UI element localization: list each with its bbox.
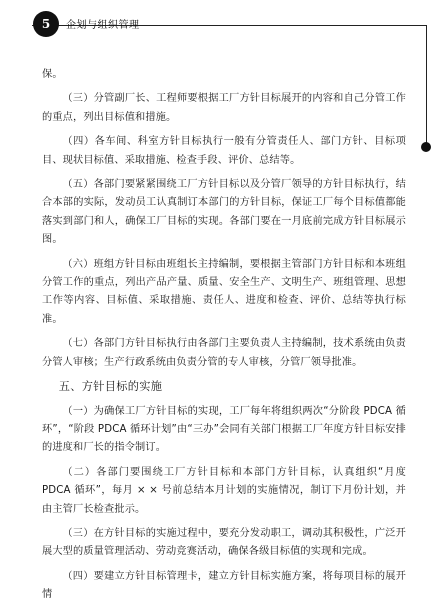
paragraph-item-7: （七）各部门方针目标执行由各部门主要负责人主持编制，技术系统由负责分管人审核；生产行政系统由负责分管的专人审核，分管厂领导批准。	[42, 338, 406, 368]
page-number: 5	[41, 17, 51, 31]
margin-dot-marker	[421, 142, 431, 152]
page-number-badge	[33, 11, 59, 37]
implementation-item-4: （四）要建立方针目标管理卡，建立方针目标实施方案，将每项目标的展开情	[42, 570, 406, 601]
implementation-item-2: （二）各部门要围绕工厂方针目标和本部门方针目标，认真组织“月度 PDCA 循环”，每月 × × 号前总结本月计划的实施情况，制订下月份计划，并由主管厂长检查批示。	[42, 466, 406, 515]
margin-rule	[426, 25, 427, 146]
paragraph-item-6: （六）班组方针目标由班组长主持编制，要根据主管部门方针目标和本班组分管工作的重点，列出产品产量、质量、安全生产、文明生产、班组管理、思想工作等内容、目标值、采取措施、责任人、进度和检查、评价、总结等执行标准。	[42, 258, 406, 325]
running-header-title: 企划与组织管理	[66, 20, 140, 31]
section-heading: 五、方针目标的实施	[58, 380, 163, 394]
page-body	[42, 66, 406, 611]
page-bottom-edge	[0, 562, 441, 566]
implementation-item-1: （一）为确保工厂方针目标的实现，工厂每年将组织两次“分阶段 PDCA 循环”，“阶段 PDCA 循环计划”由“三办”会同有关部门根据工厂年度方针目标安排的进度和厂长的指令制订。	[42, 405, 406, 454]
paragraph-continuation: 保。	[42, 69, 63, 80]
implementation-item-3: （三）在方针目标的实施过程中，要充分发动职工，调动其积极性，广泛开展大型的质量管理活动、劳动竞赛活动，确保各级目标值的实现和完成。	[42, 527, 406, 558]
paragraph-item-3: （三）分管副厂长、工程师要根据工厂方针目标展开的内容和自己分管工作的重点，列出目标值和措施。	[42, 93, 406, 123]
paragraph-item-5: （五）各部门要紧紧围绕工厂方针目标以及分管厂领导的方针目标执行，结合本部的实际，发动员工认真制订本部门的方针目标，保证工厂每个目标值都能落实到部门和人，确保工厂目标的实现。各部门要在一月底前完成方针目标展示图。	[42, 179, 406, 246]
paragraph-item-4: （四）各车间、科室方针目标执行一般有分管责任人、部门方针、目标项目、现状目标值、采取措施、检查手段、评价、总结等。	[42, 136, 406, 166]
